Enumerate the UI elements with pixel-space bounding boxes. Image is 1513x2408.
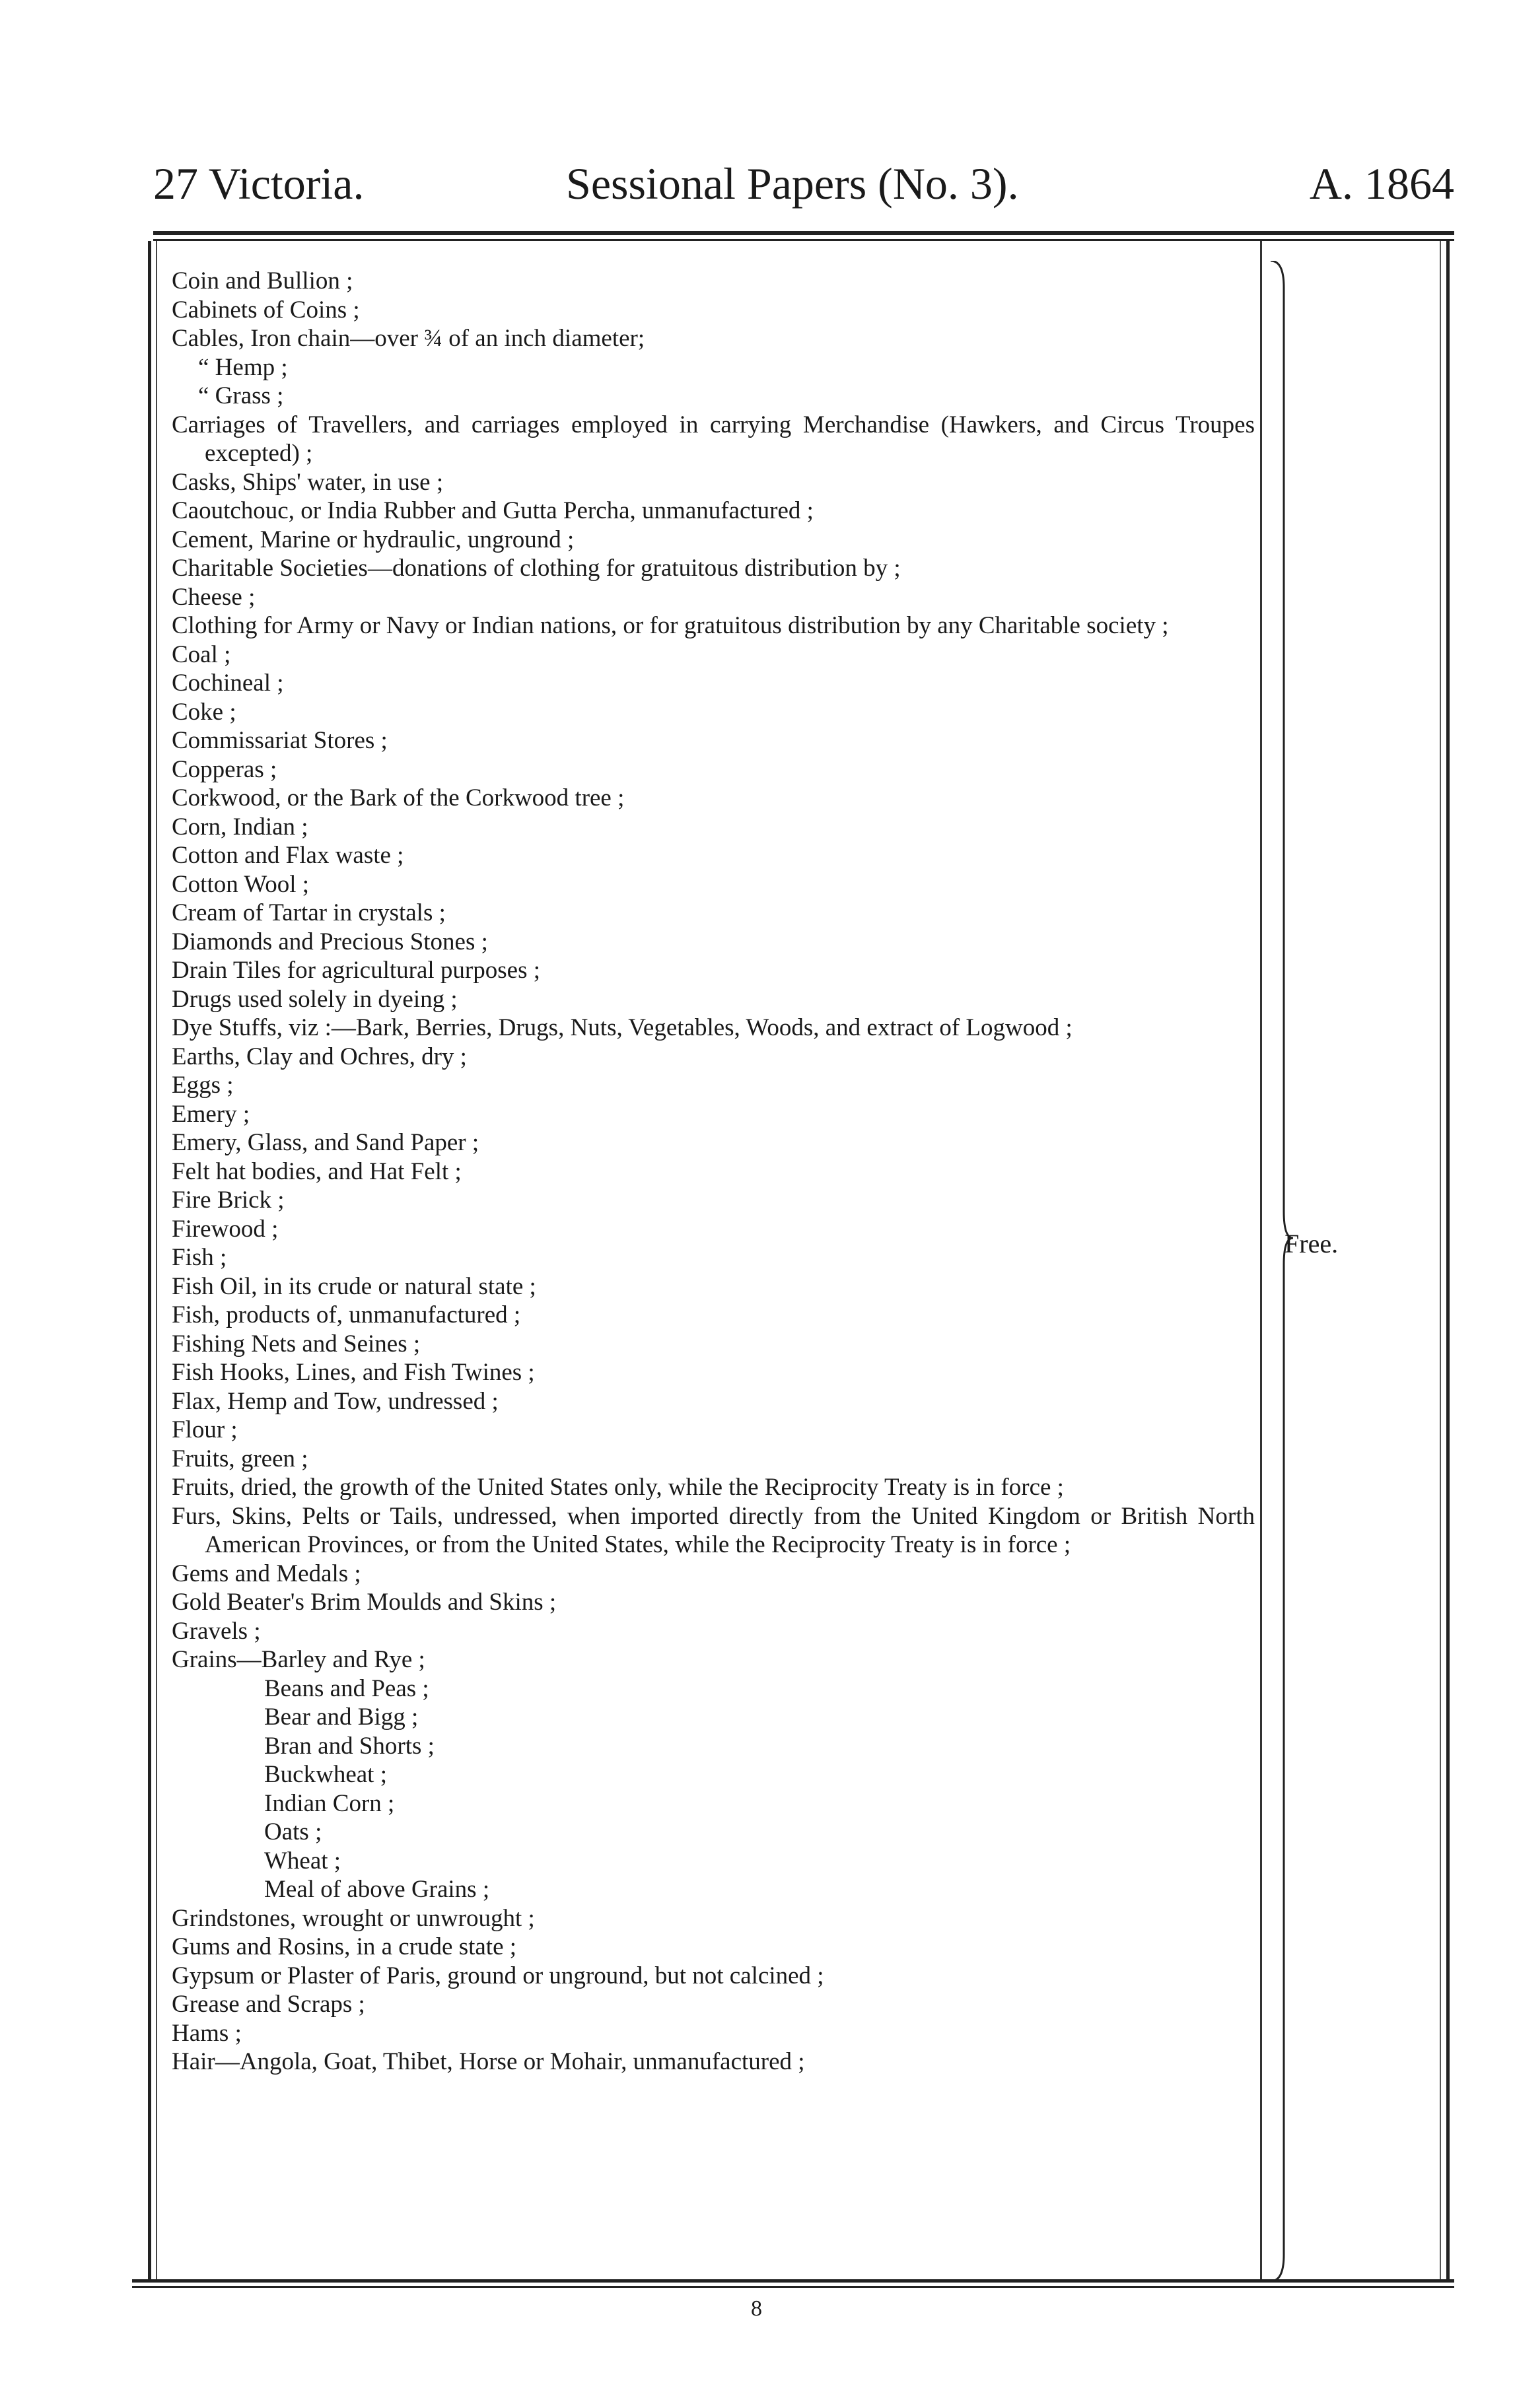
list-item: Cabinets of Coins ; xyxy=(172,296,360,324)
list-item: Charitable Societies—donations of clothing for gratuitous distribution by ; xyxy=(172,555,901,582)
list-item: Indian Corn ; xyxy=(264,1789,395,1817)
list-item: Emery ; xyxy=(172,1100,250,1128)
list-item: Diamonds and Precious Stones ; xyxy=(172,928,488,955)
list-item: Fruits, dried, the growth of the United States only, while the Reciprocity Treaty is in force ; xyxy=(172,1474,1064,1501)
table-right-border xyxy=(1446,241,1450,2281)
list-item: Coal ; xyxy=(172,640,231,668)
list-item: Commissariat Stores ; xyxy=(172,727,388,754)
list-item: Cement, Marine or hydraulic, unground ; xyxy=(172,526,575,553)
list-item: “ Grass ; xyxy=(198,382,284,409)
list-item: Firewood ; xyxy=(172,1215,279,1243)
list-item: Gold Beater's Brim Moulds and Skins ; xyxy=(172,1589,557,1616)
list-item: Cotton Wool ; xyxy=(172,870,310,898)
header-title: Sessional Papers (No. 3). xyxy=(566,158,1019,209)
list-item: Drain Tiles for agricultural purposes ; xyxy=(172,957,540,984)
list-item: Meal of above Grains ; xyxy=(264,1876,490,1903)
list-item: Copperas ; xyxy=(172,755,277,783)
list-item: Buckwheat ; xyxy=(264,1761,387,1788)
list-item: Gums and Rosins, in a crude state ; xyxy=(172,1933,517,1960)
list-item: Beans and Peas ; xyxy=(264,1674,429,1702)
list-item: Bear and Bigg ; xyxy=(264,1703,419,1731)
list-item: Grindstones, wrought or unwrought ; xyxy=(172,1904,535,1932)
page-header xyxy=(153,151,1454,217)
list-item: Carriages of Travellers, and carriages employed in carrying Merchandise (Hawkers, and Circus Troupes excepted) ; xyxy=(172,411,1255,467)
list-item: Flax, Hemp and Tow, undressed ; xyxy=(172,1387,499,1415)
list-item: Clothing for Army or Navy or Indian nations, or for gratuitous distribution by any Charitable society ; xyxy=(172,612,1169,639)
list-item: Wheat ; xyxy=(264,1847,341,1875)
list-item: Corkwood, or the Bark of the Corkwood tree ; xyxy=(172,784,625,811)
list-item: “ Hemp ; xyxy=(198,353,288,381)
list-item: Fish Hooks, Lines, and Fish Twines ; xyxy=(172,1359,535,1386)
list-item: Hair—Angola, Goat, Thibet, Horse or Mohair, unmanufactured ; xyxy=(172,2048,805,2075)
list-item: Cables, Iron chain—over ¾ of an inch diameter; xyxy=(172,325,645,352)
table-left-inner-border xyxy=(156,241,157,2281)
list-item: Cochineal ; xyxy=(172,670,284,697)
list-item: Flour ; xyxy=(172,1416,238,1443)
list-item: Casks, Ships' water, in use ; xyxy=(172,468,444,496)
list-item: Fish Oil, in its crude or natural state ; xyxy=(172,1272,536,1300)
list-item: Oats ; xyxy=(264,1818,322,1845)
list-item: Coin and Bullion ; xyxy=(172,267,353,294)
column-divider xyxy=(1260,241,1262,2281)
top-rule-thick xyxy=(153,231,1454,235)
list-item: Coke ; xyxy=(172,698,236,726)
header-year: A. 1864 xyxy=(1309,158,1454,209)
list-item: Drugs used solely in dyeing ; xyxy=(172,985,458,1013)
list-item: Fish, products of, unmanufactured ; xyxy=(172,1301,521,1328)
list-item: Hams ; xyxy=(172,2019,242,2047)
list-item: Cheese ; xyxy=(172,583,256,611)
list-item: Cotton and Flax waste ; xyxy=(172,842,404,869)
table-left-border xyxy=(148,241,151,2281)
page-number: 8 xyxy=(751,2296,762,2321)
list-item: Gravels ; xyxy=(172,1617,261,1645)
list-item: Gems and Medals ; xyxy=(172,1560,361,1587)
free-label: Free. xyxy=(1284,1229,1339,1258)
bottom-rule-thick xyxy=(132,2279,1454,2283)
list-item: Fire Brick ; xyxy=(172,1187,285,1214)
list-item: Grains—Barley and Rye ; xyxy=(172,1646,425,1673)
bottom-rule-thin xyxy=(132,2286,1454,2288)
list-item: Earths, Clay and Ochres, dry ; xyxy=(172,1043,467,1070)
list-item: Gypsum or Plaster of Paris, ground or unground, but not calcined ; xyxy=(172,1962,824,1989)
list-item: Caoutchouc, or India Rubber and Gutta Percha, unmanufactured ; xyxy=(172,497,814,524)
list-item: Emery, Glass, and Sand Paper ; xyxy=(172,1129,479,1156)
table-right-inner-border xyxy=(1440,241,1441,2281)
header-session: 27 Victoria. xyxy=(153,158,365,209)
list-item: Felt hat bodies, and Hat Felt ; xyxy=(172,1157,462,1185)
list-item: Grease and Scraps ; xyxy=(172,1991,365,2018)
list-item: Fishing Nets and Seines ; xyxy=(172,1330,421,1358)
list-item: Dye Stuffs, viz :—Bark, Berries, Drugs, Nuts, Vegetables, Woods, and extract of Logwood ; xyxy=(172,1014,1073,1041)
free-goods-list xyxy=(172,267,1255,2077)
list-item: Eggs ; xyxy=(172,1072,234,1099)
list-item: Corn, Indian ; xyxy=(172,813,308,841)
list-item: Fruits, green ; xyxy=(172,1445,308,1472)
list-item: Cream of Tartar in crystals ; xyxy=(172,899,446,926)
list-item: Furs, Skins, Pelts or Tails, undressed, when imported directly from the United Kingdom or British North American Provinces, or from the United States, while the Reciprocity Treaty is in force ; xyxy=(172,1502,1255,1558)
list-item: Fish ; xyxy=(172,1244,227,1271)
brace-bracket xyxy=(1268,261,1294,2281)
list-item: Bran and Shorts ; xyxy=(264,1732,435,1760)
top-rule-thin xyxy=(153,239,1454,241)
